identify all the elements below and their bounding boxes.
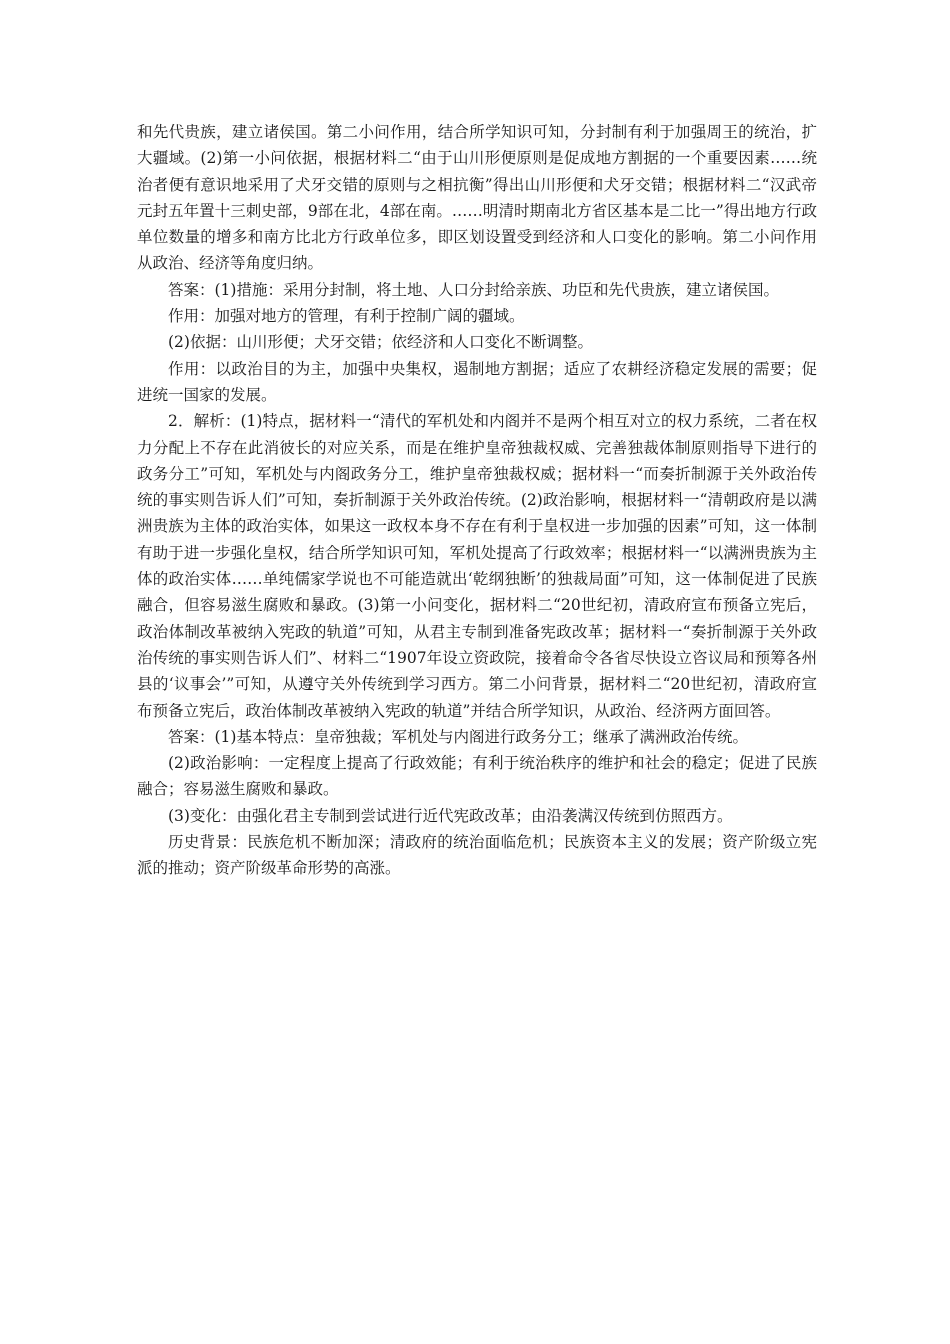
paragraph-answer-2-changes: (3)变化：由强化君主专制到尝试进行近代宪政改革；由沿袭满汉传统到仿照西方。 <box>168 806 733 825</box>
paragraph-analysis-1-continued: 和先代贵族，建立诸侯国。第二小问作用，结合所学知识可知，分封制有利于加强周王的统治，扩大疆域。(2)第一小问依据，根据材料二“由于山川形便原则是促成地方割据的一个重要因素……统治者便有意识地采用了犬牙交错的原则与之相抗衡”得出山川形便和犬牙交错；根据材料二“汉武帝元封五年置十三刺史部，9部在北，4部在南。……明清时期南北方省区基本是二比一”得出地方行政单位数量的增多和南方比北方行政单位多，即区划设置受到经济和人口变化的影响。第二小问作用从政治、经济等角度归纳。 <box>137 123 817 273</box>
paragraph-answer-2-effect: 作用：以政治目的为主，加强中央集权，遏制地方割据；适应了农耕经济稳定发展的需要；促进统一国家的发展。 <box>137 359 817 404</box>
paragraph-answer-1-measures: 答案：(1)措施：采用分封制，将土地、人口分封给亲族、功臣和先代贵族，建立诸侯国。 <box>168 280 779 299</box>
paragraph-answer-2-basis: (2)依据：山川形便；犬牙交错；依经济和人口变化不断调整。 <box>168 333 593 352</box>
paragraph-answer-2-political-impact: (2)政治影响：一定程度上提高了行政效能；有利于统治秩序的维护和社会的稳定；促进了民族融合；容易滋生腐败和暴政。 <box>137 754 817 799</box>
paragraph-answer-2-background: 历史背景：民族危机不断加深；清政府的统治面临危机；民族资本主义的发展；资产阶级立宪派的推动；资产阶级革命形势的高涨。 <box>137 833 817 878</box>
document-page <box>137 119 817 882</box>
paragraph-answer-1-effect: 作用：加强对地方的管理，有利于控制广阔的疆域。 <box>168 307 525 326</box>
paragraph-answer-2-features: 答案：(1)基本特点：皇帝独裁；军机处与内阁进行政务分工；继承了满洲政治传统。 <box>168 727 748 746</box>
paragraph-analysis-2: 2．解析：(1)特点，据材料一“清代的军机处和内阁并不是两个相互对立的权力系统，二者在权力分配上不存在此消彼长的对应关系，而是在维护皇帝独裁权威、完善独裁体制原则指导下进行的政务分工”可知，军机处与内阁政务分工，维护皇帝独裁权威；据材料一“而奏折制源于关外政治传统的事实则告诉人们”可知，奏折制源于关外政治传统。(2)政治影响，根据材料一“清朝政府是以满洲贵族为主体的政治实体，如果这一政权本身不存在有利于皇权进一步加强的因素”可知，这一体制有助于进一步强化皇权，结合所学知识可知，军机处提高了行政效率；根据材料一“以满洲贵族为主体的政治实体……单纯儒家学说也不可能造就出‘乾纲独断’的独裁局面”可知，这一体制促进了民族融合，但容易滋生腐败和暴政。(3)第一小问变化，据材料二“20世纪初，清政府宣布预备立宪后，政治体制改革被纳入宪政的轨道”可知，从君主专制到准备宪政改革；据材料一“奏折制源于关外政治传统的事实则告诉人们”、材料二“1907年设立资政院，接着命令各省尽快设立咨议局和预筹各州县的‘议事会’”可知，从遵守关外传统到学习西方。第二小问背景，据材料二“20世纪初，清政府宣布预备立宪后，政治体制改革被纳入宪政的轨道”并结合所学知识，从政治、经济两方面回答。 <box>137 412 817 720</box>
